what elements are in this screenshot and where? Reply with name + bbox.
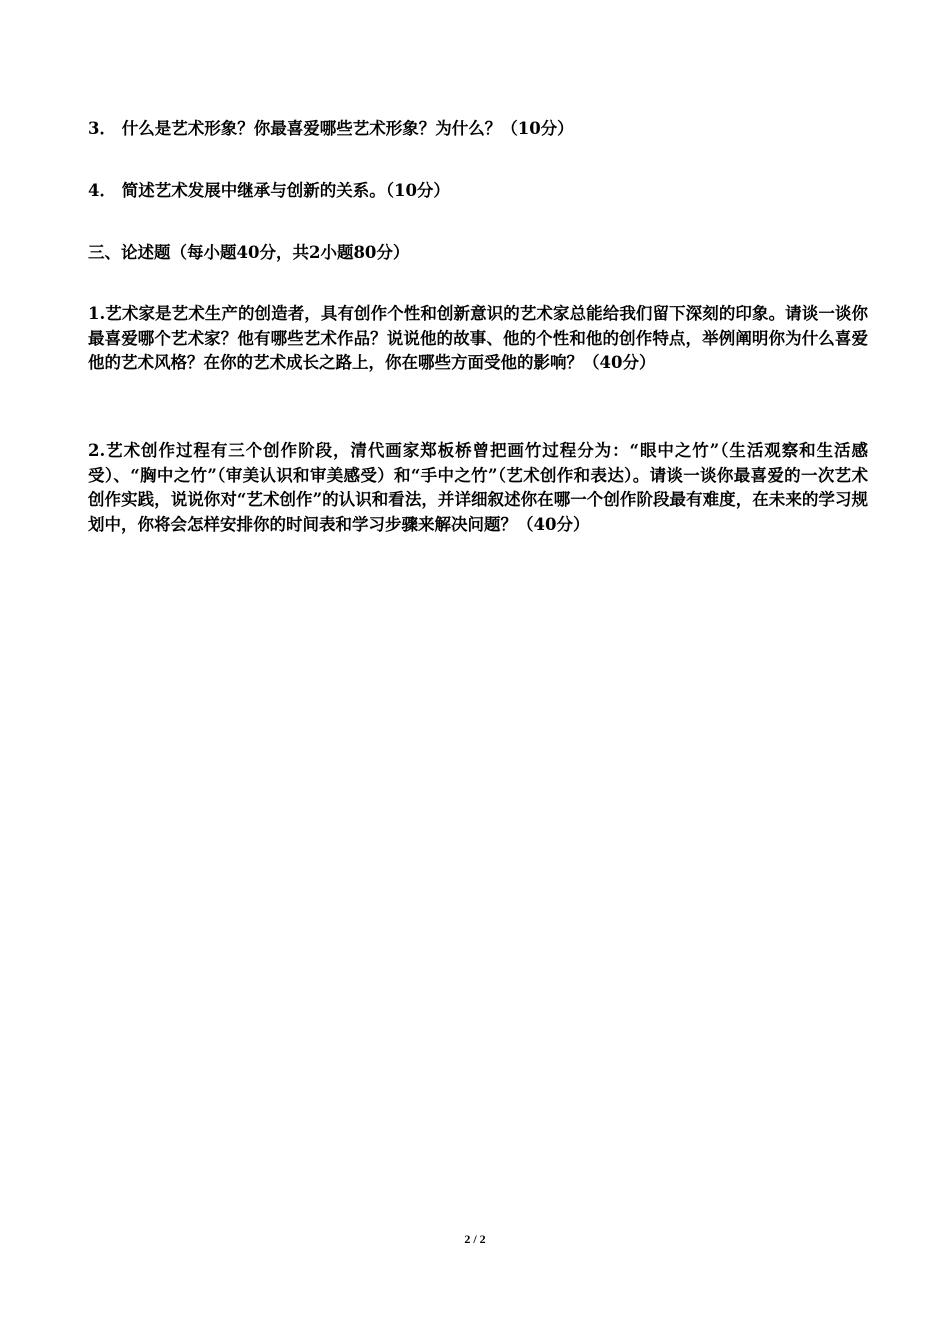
page-number: 2 / 2 (464, 1232, 486, 1246)
question-3: 3． 什么是艺术形象？你最喜爱哪些艺术形象？为什么？（10分） (88, 119, 574, 138)
question-4: 4． 简述艺术发展中继承与创新的关系。（10分） (88, 181, 450, 200)
section-heading-essay: 三、论述题（每小题40分，共2小题80分） (88, 243, 410, 262)
essay-question-1: 1.艺术家是艺术生产的创造者，具有创作个性和创新意识的艺术家总能给我们留下深刻的印象。请谈一谈你最喜爱哪个艺术家？他有哪些艺术作品？说说他的故事、他的个性和他的创作特点，举例阐明你为什么喜爱他的艺术风格？在你的艺术成长之路上，你在哪些方面受他的影响？（40分） (88, 304, 868, 372)
essay-question-2: 2.艺术创作过程有三个创作阶段，清代画家郑板桥曾把画竹过程分为：“眼中之竹”（生活观察和生活感受）、“胸中之竹”（审美认识和审美感受）和“手中之竹”（艺术创作和表达）。请谈一谈你最喜爱的一次艺术创作实践，说说你对“艺术创作”的认识和看法，并详细叙述你在哪一个创作阶段最有难度，在未来的学习规划中，你将会怎样安排你的时间表和学习步骤来解决问题？（40分） (88, 441, 868, 534)
